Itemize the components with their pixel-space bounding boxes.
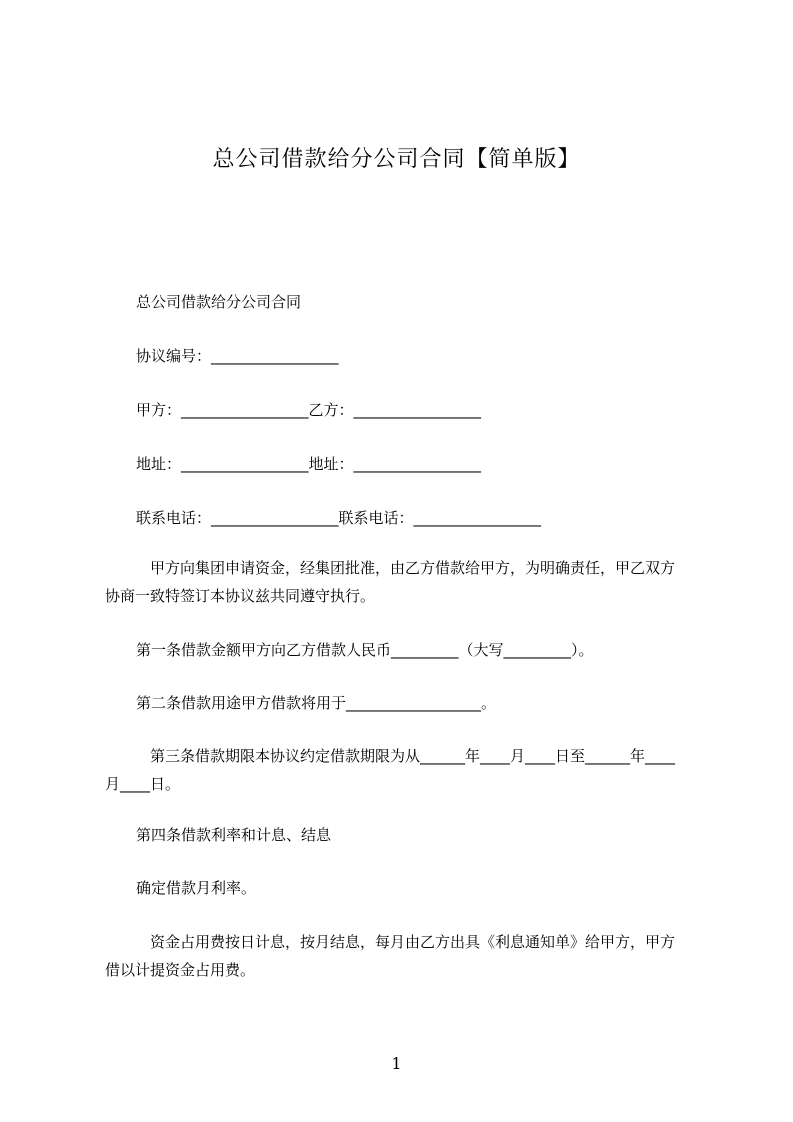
- page-number: 1: [391, 1054, 402, 1073]
- parties-field: 甲方：_________________乙方：_________________: [136, 401, 482, 419]
- intro-line-1: 甲方向集团申请资金，经集团批准，由乙方借款给甲方，为明确责任，甲乙双方: [135, 559, 676, 577]
- article-4: 第四条借款利率和计息、结息: [136, 826, 332, 844]
- intro-paragraph: [105, 554, 705, 610]
- fee-paragraph: [105, 928, 705, 984]
- fee-line-1: 资金占用费按日计息，按月结息，每月由乙方出具《利息通知单》给甲方，甲方: [135, 933, 676, 951]
- article-3-line-2: 月____日。: [105, 775, 181, 793]
- monthly-rate-line: 确定借款月利率。: [136, 879, 257, 897]
- article-1: 第一条借款金额甲方向乙方借款人民币_________（大写_________）。: [136, 641, 594, 659]
- fee-line-2: 借以计提资金占用费。: [105, 961, 256, 979]
- article-3-paragraph: [105, 742, 705, 798]
- intro-line-2: 协商一致特签订本协议兹共同遵守执行。: [105, 587, 376, 605]
- article-2: 第二条借款用途甲方借款将用于__________________。: [136, 694, 497, 712]
- contract-name: 总公司借款给分公司合同: [136, 293, 302, 311]
- phones-field: 联系电话：_________________联系电话：_________________: [136, 509, 542, 527]
- article-3-line-1: 第三条借款期限本协议约定借款期限为从______年____月____日至______年____: [135, 747, 676, 765]
- addresses-field: 地址：_________________地址：_________________: [136, 455, 482, 473]
- agreement-number-field: 协议编号：_________________: [136, 347, 339, 365]
- document-title: 总公司借款给分公司合同【简单版】: [212, 147, 581, 172]
